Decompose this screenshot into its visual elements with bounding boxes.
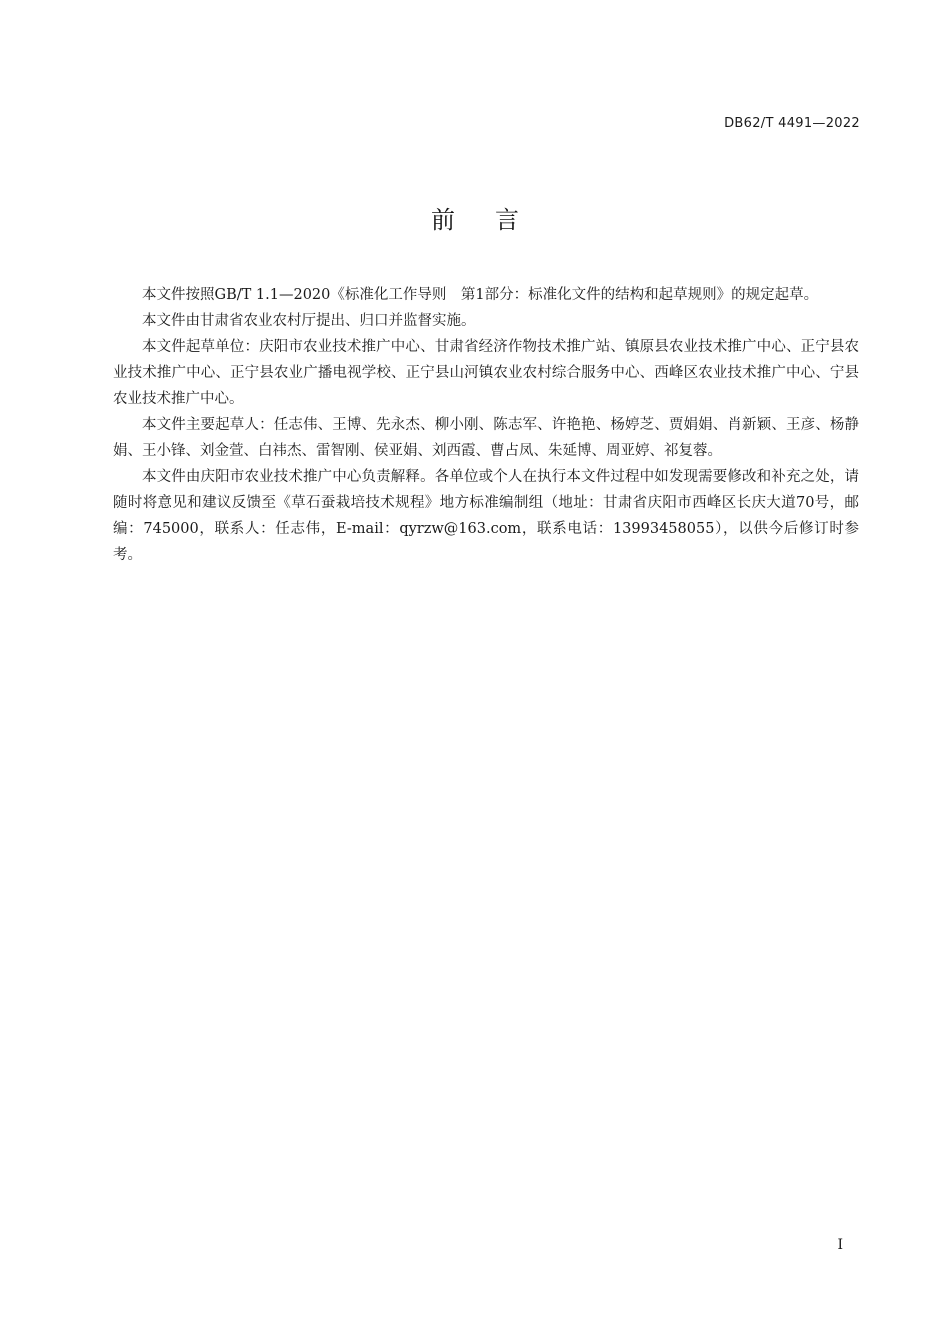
paragraph-interpretation: 本文件由庆阳市农业技术推广中心负责解释。各单位或个人在执行本文件过程中如发现需要修改和补充之处，请随时将意见和建议反馈至《草石蚕栽培技术规程》地方标准编制组（地址：甘肃省庆阳市西峰区长庆大道70号，邮编：745000，联系人：任志伟，E-mail：qyrzw@163.com，联系电话：13993458055），以供今后修订时参考。 — [113, 469, 859, 563]
page-title: 前言 — [431, 206, 559, 234]
paragraph-proposer: 本文件由甘肃省农业农村厅提出、归口并监督实施。 — [142, 313, 476, 329]
foreword-body — [113, 282, 859, 568]
page-number: I — [837, 1237, 843, 1253]
paragraph-drafting-units: 本文件起草单位：庆阳市农业技术推广中心、甘肃省经济作物技术推广站、镇原县农业技术推广中心、正宁县农业技术推广中心、正宁县农业广播电视学校、正宁县山河镇农业农村综合服务中心、西峰区农业技术推广中心、宁县农业技术推广中心。 — [113, 339, 859, 407]
paragraph-drafters: 本文件主要起草人：任志伟、王博、先永杰、柳小刚、陈志军、许艳艳、杨婷芝、贾娟娟、肖新颖、王彦、杨静娟、王小锋、刘金萱、白祎杰、雷智刚、侯亚娟、刘西霞、曹占凤、朱延博、周亚婷、祁复蓉。 — [113, 417, 859, 459]
standard-code: DB62/T 4491—2022 — [724, 116, 860, 131]
paragraph-drafting-rules: 本文件按照GB/T 1.1—2020《标准化工作导则 第1部分：标准化文件的结构和起草规则》的规定起草。 — [142, 287, 819, 303]
